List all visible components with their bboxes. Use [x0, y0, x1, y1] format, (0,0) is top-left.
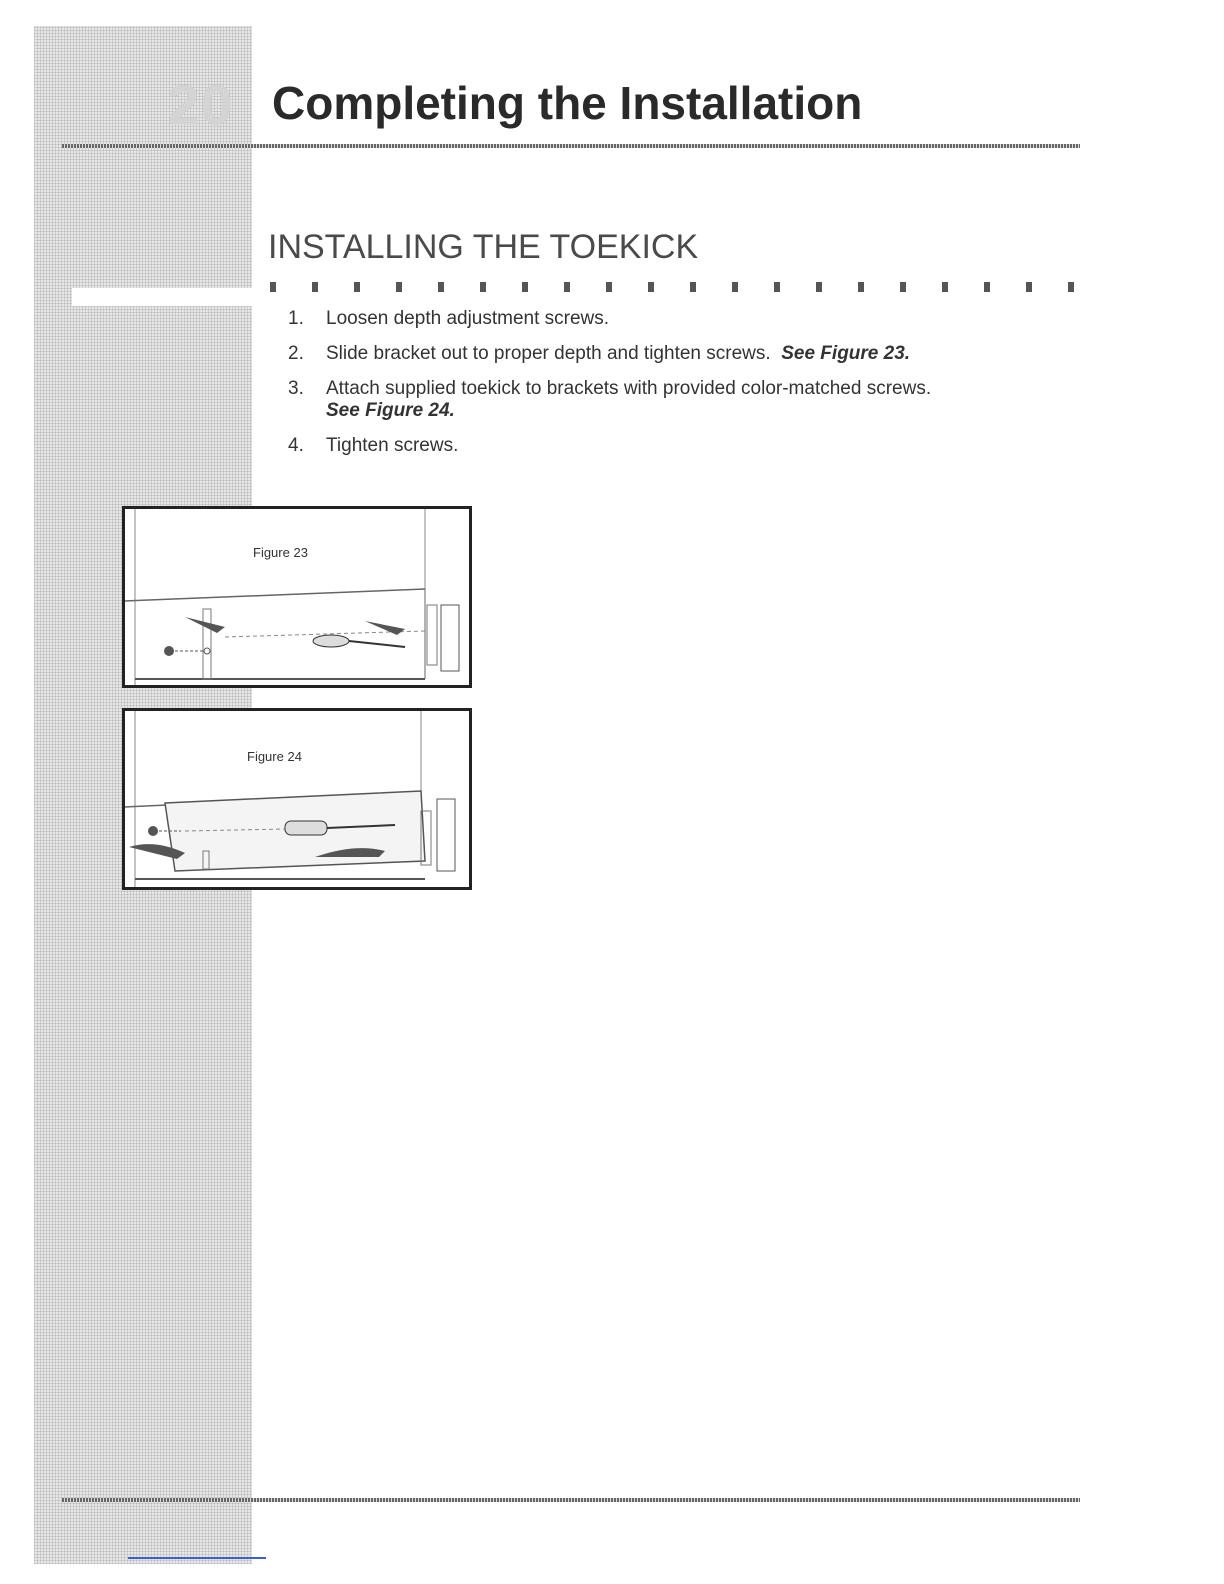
step-number: 2.	[288, 343, 304, 364]
figure-24-label: Figure 24	[247, 749, 302, 764]
figure-23	[122, 506, 472, 688]
figure-24	[122, 708, 472, 890]
section-dash-divider	[270, 282, 1078, 292]
footer-link-underline	[128, 1557, 266, 1559]
figure-reference: See Figure 23.	[781, 343, 911, 364]
footer-divider	[62, 1498, 1080, 1502]
figure-reference: See Figure 24.	[326, 400, 455, 421]
figure-23-label: Figure 23	[253, 545, 308, 560]
step-item	[288, 378, 1048, 422]
step-text: Tighten screws.	[326, 435, 459, 456]
step-number: 1.	[288, 308, 304, 329]
figure-24-illustration	[125, 711, 469, 887]
sidebar-notch	[72, 288, 252, 306]
step-number: 3.	[288, 378, 304, 399]
page-number: 20	[168, 73, 235, 136]
step-text: Attach supplied toekick to brackets with provided color-matched screws. See Figure 24.	[326, 378, 932, 421]
figure-23-illustration	[125, 509, 469, 685]
step-item	[288, 308, 1048, 330]
step-item	[288, 435, 1048, 457]
title-divider	[62, 144, 1080, 148]
step-text: Slide bracket out to proper depth and tighten screws. See Figure 23.	[326, 343, 911, 364]
page-title: Completing the Installation	[272, 77, 863, 129]
section-heading: INSTALLING THE TOEKICK	[268, 228, 699, 266]
step-text: Loosen depth adjustment screws.	[326, 308, 610, 329]
step-number: 4.	[288, 435, 304, 456]
step-item	[288, 343, 1048, 365]
steps-list	[288, 308, 1048, 470]
